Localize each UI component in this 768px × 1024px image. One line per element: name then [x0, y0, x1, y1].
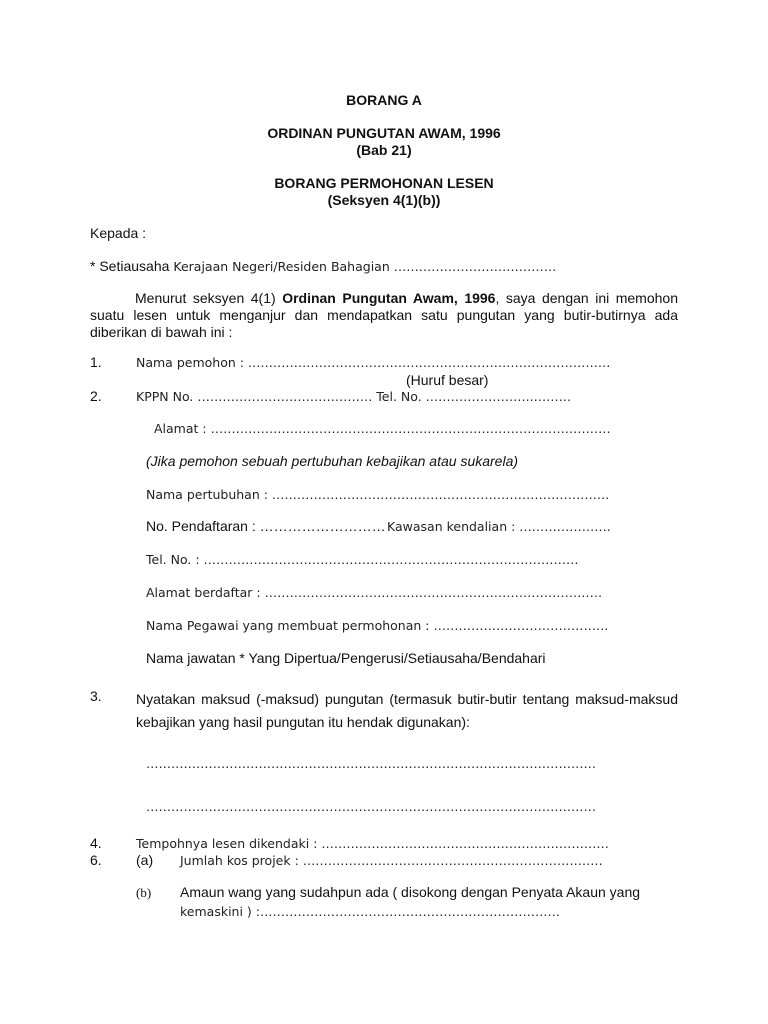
addressee-line: [90, 258, 556, 274]
item-number-2: 2.: [90, 388, 102, 404]
form-name: BORANG PERMOHONAN LESEN: [274, 175, 494, 191]
intro-bold: Ordinan Pungutan Awam, 1996: [282, 290, 496, 306]
addressee-star: * Setiausaha: [90, 258, 170, 274]
alamat-berdaftar-field[interactable]: Alamat berdaftar : ………………………………………………………………………: [146, 585, 603, 600]
nama-pemohon-field[interactable]: Nama pemohon : ……………………………………………………………………………: [136, 355, 611, 370]
chapter-label: (Bab 21): [356, 142, 412, 158]
jumlah-kos-field[interactable]: Jumlah kos projek : ………………………………………………………………: [180, 853, 603, 868]
purpose-dots-line-2[interactable]: ………………………………………………………………………………………………: [146, 799, 596, 814]
sub-item-a: (a): [136, 852, 154, 868]
kemaskini-field[interactable]: kemaskini ) :………………………………………………………………: [180, 904, 560, 919]
item-number-3: 3.: [90, 688, 102, 704]
no-pendaftaran-field[interactable]: No. Pendaftaran : ………………………: [146, 518, 386, 534]
tempoh-lesen-field[interactable]: Tempohnya lesen dikendaki : ……………………………………………………………: [136, 836, 609, 851]
form-title: BORANG A: [346, 92, 422, 108]
item-number-1: 1.: [90, 354, 102, 370]
nyatakan-paragraph: Nyatakan maksud (-maksud) pungutan (termasuk butir-butir tentang maksud-maksud kebajikan yang hasil pungutan itu hendak digunakan):: [136, 691, 678, 730]
addressee-rest: Kerajaan Negeri/Residen Bahagian …………………………………: [169, 259, 557, 274]
sub-item-b: (b): [136, 885, 152, 900]
kawasan-kendalian-field[interactable]: Kawasan kendalian : ………………….: [387, 519, 611, 534]
nama-pertubuhan-field[interactable]: Nama pertubuhan : ………………………………………………………………………: [146, 487, 610, 502]
intro-part1: Menurut seksyen 4(1): [135, 290, 283, 306]
intro-part2: , saya dengan ini memohon suatu lesen untuk menganjur dan mendapatkan satu pungutan yang butir-butirnya ada diberikan di bawah ini :: [90, 290, 678, 340]
item-number-4: 4.: [90, 835, 102, 851]
amaun-line: Amaun wang yang sudahpun ada ( disokong dengan Penyata Akaun yang: [180, 884, 641, 900]
alamat-field[interactable]: Alamat : ……………………………………………………………………………………: [154, 421, 611, 436]
kepada-label: Kepada :: [90, 225, 147, 241]
section-label: (Seksyen 4(1)(b)): [327, 192, 441, 208]
kppn-tel-field[interactable]: KPPN No. …………………………………… Tel. No. ……………………..………: [136, 389, 572, 404]
tel-no-field[interactable]: Tel. No. : ………………………………………………………………………………: [146, 552, 579, 567]
item-number-6: 6.: [90, 852, 102, 868]
nama-pegawai-field[interactable]: Nama Pegawai yang membuat permohonan : ……………………………………: [146, 618, 609, 633]
huruf-besar-note: (Huruf besar): [406, 372, 489, 388]
nama-jawatan-line: Nama jawatan * Yang Dipertua/Pengerusi/Setiausaha/Bendahari: [146, 650, 546, 666]
ordinance-title: ORDINAN PUNGUTAN AWAM, 1996: [267, 125, 501, 141]
purpose-dots-line-1[interactable]: ………………………………………………………………………………………………: [146, 756, 596, 771]
intro-paragraph: [90, 290, 678, 341]
organisation-note: (Jika pemohon sebuah pertubuhan kebajikan atau sukarela): [146, 453, 519, 469]
